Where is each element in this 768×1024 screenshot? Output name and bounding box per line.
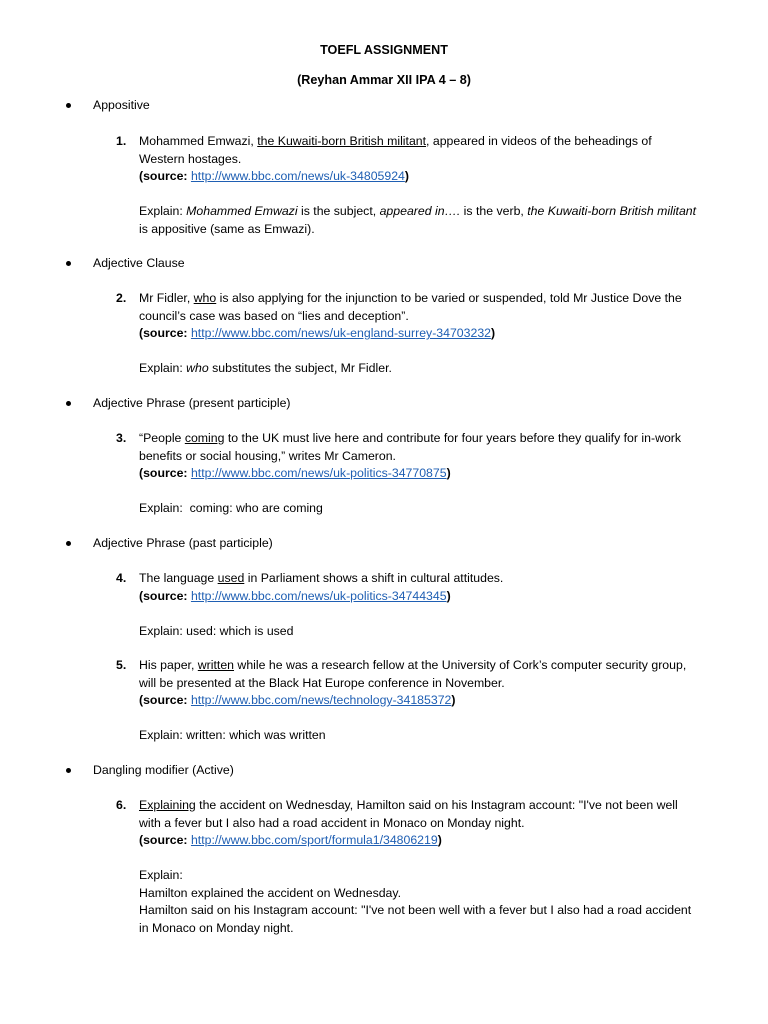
section-heading: Appositive (93, 98, 150, 112)
bullet-icon (66, 103, 71, 108)
highlighted-phrase: the Kuwaiti-born British militant (257, 134, 427, 148)
source-line: (source: http://www.bbc.com/news/uk-england-surrey-34703232) (139, 326, 496, 340)
document-subtitle: (Reyhan Ammar XII IPA 4 – 8) (297, 73, 471, 87)
sentence-line: Western hostages. (139, 151, 242, 166)
explain-line: Explain: who substitutes the subject, Mr Fidler. (139, 361, 392, 375)
item-number: 5. (116, 658, 127, 672)
source-link[interactable]: http://www.bbc.com/news/uk-34805924 (190, 169, 405, 183)
section-heading: Adjective Phrase (present participle) (93, 396, 291, 410)
explain-label: Explain: (139, 868, 183, 882)
section-heading: Adjective Clause (93, 256, 185, 270)
highlighted-phrase: coming (184, 431, 225, 445)
explain-line: is appositive (same as Emwazi). (139, 221, 315, 236)
highlighted-phrase: who (193, 291, 217, 305)
item-number: 1. (116, 134, 127, 148)
explain-line: Hamilton explained the accident on Wednesday. (139, 885, 402, 900)
bullet-icon (66, 541, 71, 546)
explain-line: Hamilton said on his Instagram account: "I've not been well with a fever but I also had a road accident (139, 903, 692, 917)
sentence-line: “People coming to the UK must live here and contribute for four years before they qualify for in-work (139, 431, 682, 445)
document-title: TOEFL ASSIGNMENT (320, 43, 448, 57)
sentence-line: Mr Fidler, who is also applying for the injunction to be varied or suspended, told Mr Justice Dove the (139, 291, 682, 305)
sentence-line: The language used in Parliament shows a shift in cultural attitudes. (139, 571, 504, 585)
highlighted-phrase: used (217, 571, 245, 585)
explain-line: Explain: used: which is used (139, 623, 294, 638)
sentence-line: benefits or social housing,” writes Mr Cameron. (139, 448, 396, 463)
bullet-icon (66, 261, 71, 266)
bullet-icon (66, 768, 71, 773)
source-line: (source: http://www.bbc.com/news/uk-politics-34744345) (139, 588, 451, 603)
sentence-line: will be presented at the Black Hat Europe conference in November. (139, 675, 505, 690)
item-number: 4. (116, 571, 127, 585)
source-line: (source: http://www.bbc.com/sport/formula1/34806219) (139, 833, 442, 847)
sentence-line: with a fever but I also had a road accident in Monaco on Monday night. (139, 815, 525, 830)
explain-line: in Monaco on Monday night. (139, 920, 294, 935)
source-link[interactable]: http://www.bbc.com/news/uk-politics-34744345 (190, 588, 447, 603)
highlighted-phrase: written (197, 658, 235, 672)
source-link[interactable]: http://www.bbc.com/sport/formula1/34806219 (190, 833, 438, 847)
item-number: 6. (116, 798, 127, 812)
source-line: (source: http://www.bbc.com/news/uk-34805924) (139, 169, 409, 183)
sentence-line: Explaining the accident on Wednesday, Hamilton said on his Instagram account: "I've not been well (139, 798, 678, 812)
explain-line: Explain: written: which was written (139, 728, 326, 742)
bullet-icon (66, 401, 71, 406)
sentence-line: His paper, written while he was a research fellow at the University of Cork’s computer security group, (139, 658, 687, 672)
section-heading: Adjective Phrase (past participle) (93, 536, 273, 550)
section-heading: Dangling modifier (Active) (93, 763, 234, 777)
source-line: (source: http://www.bbc.com/news/uk-politics-34770875) (139, 466, 451, 480)
item-number: 2. (116, 291, 127, 305)
source-link[interactable]: http://www.bbc.com/news/technology-34185372 (190, 693, 452, 707)
source-line: (source: http://www.bbc.com/news/technology-34185372) (139, 693, 456, 707)
sentence-line: Mohammed Emwazi, the Kuwaiti-born British militant, appeared in videos of the beheadings of (139, 134, 652, 148)
highlighted-phrase: Explaining (139, 798, 196, 812)
sentence-line: council’s case was based on “lies and deception”. (139, 308, 409, 323)
explain-line: Explain: coming: who are coming (139, 501, 323, 515)
source-link[interactable]: http://www.bbc.com/news/uk-politics-34770875 (190, 466, 447, 480)
source-link[interactable]: http://www.bbc.com/news/uk-england-surrey-34703232 (190, 326, 492, 340)
explain-line: Explain: Mohammed Emwazi is the subject, appeared in…. is the verb, the Kuwaiti-born British militant (139, 204, 697, 218)
item-number: 3. (116, 431, 127, 445)
